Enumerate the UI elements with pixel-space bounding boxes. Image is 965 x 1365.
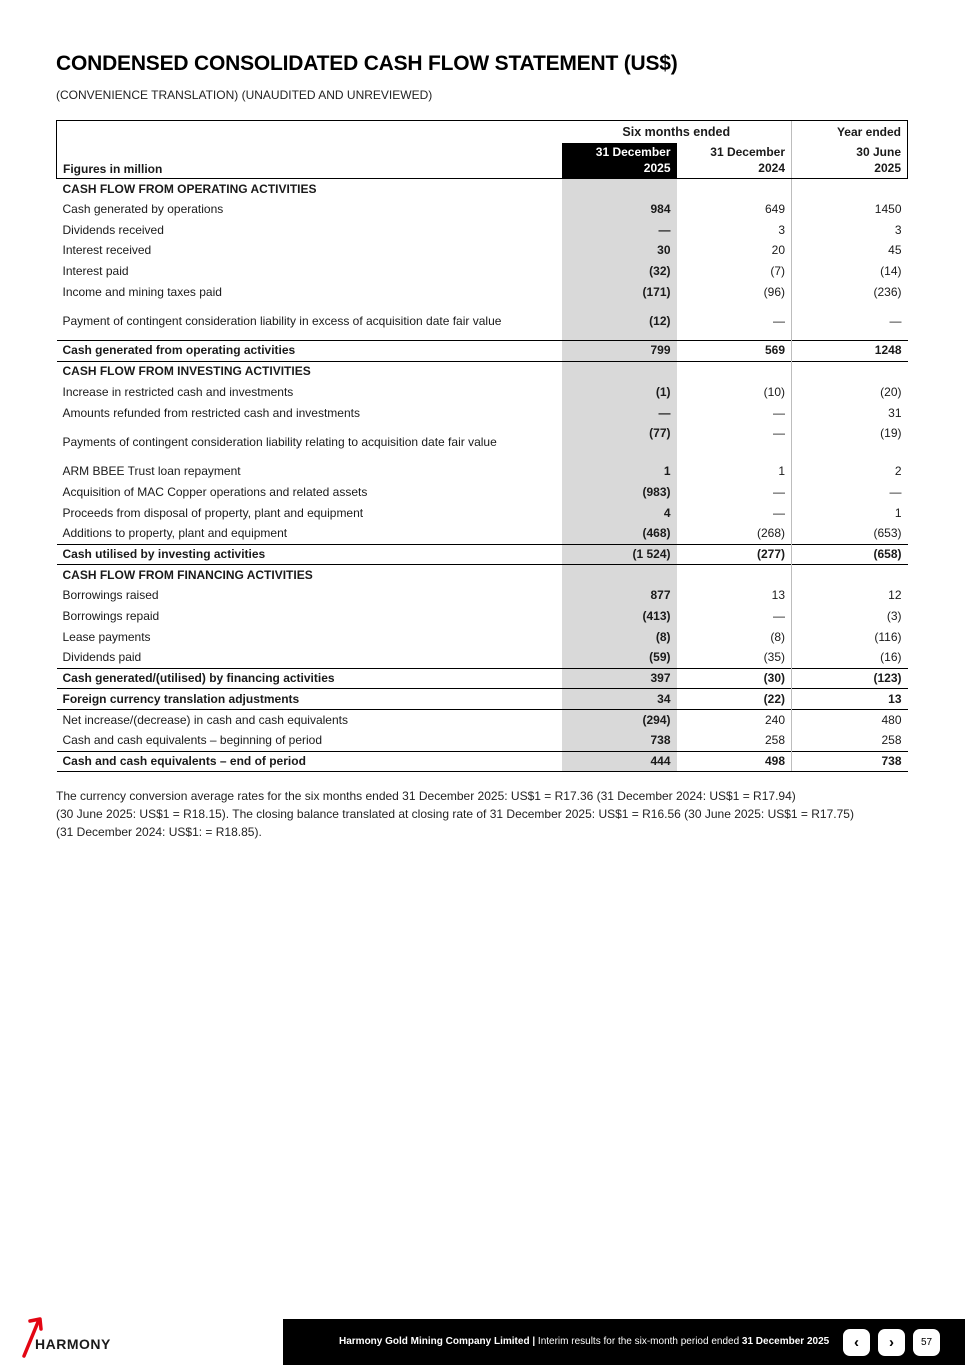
cell-dec-2025: (1) (562, 382, 677, 403)
cell-dec-2025: (1 524) (562, 544, 677, 565)
col-header-jun-2025-line2: 2025 (874, 161, 901, 175)
table-row (57, 482, 908, 503)
harmony-logo-icon (20, 1316, 160, 1358)
figures-label-header: Figures in million (57, 143, 562, 179)
page-title: CONDENSED CONSOLIDATED CASH FLOW STATEMENT (US$) (56, 52, 678, 75)
cell-dec-2025: 984 (562, 199, 677, 220)
row-label: Lease payments (62, 629, 151, 644)
cell-dec-2025: 34 (562, 689, 677, 710)
cell-dec-2024: (277) (677, 544, 792, 565)
cell-dec-2024: (8) (770, 629, 785, 644)
cell-dec-2025: (77) (562, 423, 677, 461)
logo-wordmark: HARMONY (35, 1336, 111, 1352)
table-row (57, 382, 908, 403)
cell-jun-2025 (792, 361, 908, 382)
cell-jun-2025: — (792, 482, 908, 503)
section-row-investing (57, 361, 908, 382)
cell-dec-2024: 498 (677, 751, 792, 772)
cell-jun-2025: (236) (792, 282, 908, 303)
cell-dec-2025: (171) (562, 282, 677, 303)
cell-jun-2025: (16) (792, 648, 908, 669)
cash-flow-table (56, 120, 908, 772)
conversion-rate-note (56, 787, 916, 841)
table-row (57, 461, 908, 482)
cell-dec-2025: — (562, 403, 677, 424)
table-row (57, 606, 908, 627)
row-label: Cash generated from operating activities (57, 341, 562, 362)
cell-dec-2024: (35) (763, 650, 785, 665)
cell-jun-2025: (123) (792, 668, 908, 689)
section-row-operating (57, 179, 908, 200)
row-label: Proceeds from disposal of property, plant and equipment (62, 505, 364, 520)
cell-dec-2025: (983) (562, 482, 677, 503)
row-label: Cash utilised by investing activities (57, 544, 562, 565)
cell-dec-2025: 4 (562, 503, 677, 524)
cell-dec-2025: — (562, 220, 677, 241)
page-number: 57 (913, 1329, 940, 1356)
cell-jun-2025: 12 (792, 586, 908, 607)
row-label: Dividends received (62, 222, 164, 237)
table-row (57, 503, 908, 524)
chevron-left-icon: ‹ (854, 1334, 859, 1351)
cell-dec-2024: (22) (677, 689, 792, 710)
subtotal-row-investing (57, 544, 908, 565)
cell-jun-2025: (3) (792, 606, 908, 627)
six-months-header: Six months ended (562, 121, 792, 143)
table-body (57, 179, 908, 772)
cell-dec-2025: 877 (562, 586, 677, 607)
cell-dec-2024: — (773, 484, 785, 499)
table-row (57, 261, 908, 282)
cell-dec-2024: (10) (763, 384, 785, 399)
row-label: Additions to property, plant and equipment (62, 526, 288, 541)
cell-dec-2024: 13 (771, 588, 785, 603)
chevron-right-icon: › (889, 1334, 894, 1351)
cell-dec-2025: (59) (562, 648, 677, 669)
cell-jun-2025: 13 (792, 689, 908, 710)
previous-page-button[interactable] (843, 1329, 870, 1356)
table-row (57, 241, 908, 262)
row-label: Cash generated/(utilised) by financing activities (57, 668, 562, 689)
cell-dec-2025: (32) (562, 261, 677, 282)
row-label: Increase in restricted cash and investments (62, 384, 294, 399)
cell-jun-2025: (653) (792, 523, 908, 544)
cell-jun-2025: (116) (792, 627, 908, 648)
note-line-3: (31 December 2024: US$1: = R18.85). (56, 825, 262, 839)
cell-dec-2024 (677, 565, 792, 586)
cell-dec-2025 (562, 565, 677, 586)
cell-dec-2025: (294) (562, 710, 677, 731)
cell-dec-2024: (96) (763, 284, 785, 299)
cell-dec-2025: 738 (562, 730, 677, 751)
col-header-jun-2025-line1: 30 June (856, 145, 901, 159)
cell-jun-2025: (19) (792, 423, 908, 461)
row-label: Cash and cash equivalents – end of period (57, 751, 562, 772)
cell-dec-2025 (562, 361, 677, 382)
row-label: Payments of contingent consideration liability relating to acquisition date fair value (62, 434, 497, 449)
cell-jun-2025: — (792, 303, 908, 341)
table-row (57, 523, 908, 544)
footer-divider: | (529, 1336, 538, 1347)
cell-jun-2025: 1248 (792, 341, 908, 362)
note-line-2: (30 June 2025: US$1 = R18.15). The closing balance translated at closing rate of 31 December 2025: US$1 = R16.56 (30 June 2025: US$1 = R17.75) (56, 807, 854, 821)
table-row (57, 303, 908, 341)
cell-dec-2024: 258 (764, 732, 785, 747)
col-header-dec-2025 (562, 143, 677, 179)
cell-dec-2024: — (773, 313, 785, 328)
table-row (57, 730, 908, 751)
cell-dec-2024: (268) (756, 526, 785, 541)
row-label: Acquisition of MAC Copper operations and related assets (62, 484, 368, 499)
cell-dec-2025 (562, 179, 677, 200)
cell-jun-2025: 2 (792, 461, 908, 482)
row-label: Borrowings raised (62, 588, 159, 603)
cell-dec-2025: 30 (562, 241, 677, 262)
cell-dec-2024: (7) (770, 264, 785, 279)
footer-bar (283, 1319, 965, 1365)
col-header-dec-2025-line2: 2025 (643, 161, 671, 175)
col-header-dec-2024-line2: 2024 (758, 161, 785, 175)
cell-jun-2025: 1450 (792, 199, 908, 220)
row-label: Dividends paid (62, 650, 142, 665)
table-row (57, 403, 908, 424)
cell-jun-2025 (792, 565, 908, 586)
cash-flow-table-container (56, 120, 907, 772)
row-label: CASH FLOW FROM OPERATING ACTIVITIES (62, 181, 317, 196)
row-label: Net increase/(decrease) in cash and cash equivalents (57, 710, 562, 731)
row-label: Payment of contingent consideration liability in excess of acquisition date fair value (62, 313, 502, 328)
col-header-dec-2024 (677, 143, 792, 179)
page-subtitle: (CONVENIENCE TRANSLATION) (UNAUDITED AND UNREVIEWED) (56, 88, 433, 102)
footer-text (339, 1336, 829, 1347)
table-row (57, 282, 908, 303)
footer-period: 31 December 2025 (741, 1336, 830, 1347)
table-row (57, 423, 908, 461)
section-row-financing (57, 565, 908, 586)
row-label: ARM BBEE Trust loan repayment (62, 464, 241, 479)
table-row (57, 648, 908, 669)
row-label: Foreign currency translation adjustments (57, 689, 562, 710)
cell-dec-2024: — (773, 505, 785, 520)
cell-jun-2025: 3 (792, 220, 908, 241)
cell-jun-2025: 31 (792, 403, 908, 424)
cell-jun-2025: 480 (792, 710, 908, 731)
cell-dec-2024: 649 (764, 202, 785, 217)
footer-description: Interim results for the six-month period ended (537, 1336, 742, 1347)
row-label: Cash and cash equivalents – beginning of period (62, 732, 323, 747)
col-header-jun-2025 (792, 143, 908, 179)
cell-jun-2025: (658) (792, 544, 908, 565)
row-label: CASH FLOW FROM FINANCING ACTIVITIES (57, 565, 562, 586)
subtotal-row-financing (57, 668, 908, 689)
cell-dec-2025: 799 (562, 341, 677, 362)
cell-jun-2025: 738 (792, 751, 908, 772)
cell-jun-2025: 1 (792, 503, 908, 524)
cell-dec-2024: 1 (778, 464, 785, 479)
cell-dec-2024: 20 (771, 243, 785, 258)
col-header-dec-2024-line1: 31 December (710, 145, 785, 159)
total-row-end-of-period (57, 751, 908, 772)
cell-dec-2025: (413) (562, 606, 677, 627)
cell-dec-2024: 3 (778, 222, 785, 237)
cell-dec-2025: 397 (562, 668, 677, 689)
next-page-button[interactable] (878, 1329, 905, 1356)
table-row (57, 220, 908, 241)
cell-jun-2025: 45 (792, 241, 908, 262)
cell-dec-2025: (12) (562, 303, 677, 341)
cell-dec-2024 (677, 179, 792, 200)
cell-dec-2024: — (773, 405, 785, 420)
table-row (57, 586, 908, 607)
footer-company: Harmony Gold Mining Company Limited (339, 1336, 530, 1347)
col-header-dec-2025-line1: 31 December (595, 145, 671, 159)
cell-dec-2024: — (773, 426, 785, 441)
cell-jun-2025: (14) (792, 261, 908, 282)
row-label: CASH FLOW FROM INVESTING ACTIVITIES (57, 361, 562, 382)
subtotal-row-operating (57, 341, 908, 362)
note-line-1: The currency conversion average rates for the six months ended 31 December 2025: US$1 = R17.36 (31 December 2024: US$1 = R17.94) (56, 789, 796, 803)
cell-dec-2024: 569 (677, 341, 792, 362)
year-ended-header: Year ended (792, 121, 908, 143)
row-label: Amounts refunded from restricted cash and investments (62, 405, 360, 420)
cell-dec-2024: 240 (677, 710, 792, 731)
cell-jun-2025: (20) (792, 382, 908, 403)
row-label: Borrowings repaid (62, 609, 160, 624)
table-row (57, 199, 908, 220)
table-row (57, 710, 908, 731)
row-label: Cash generated by operations (62, 202, 224, 217)
cell-dec-2024: (30) (677, 668, 792, 689)
row-label: Interest paid (62, 264, 129, 279)
row-label: Interest received (62, 243, 152, 258)
cell-dec-2025: (8) (562, 627, 677, 648)
row-label: Income and mining taxes paid (62, 284, 222, 299)
cell-dec-2024 (677, 361, 792, 382)
header-spacer (57, 121, 562, 143)
fx-adjustment-row (57, 689, 908, 710)
harmony-logo (20, 1316, 160, 1358)
cell-dec-2024: — (773, 609, 785, 624)
cell-jun-2025: 258 (792, 730, 908, 751)
cell-dec-2025: (468) (562, 523, 677, 544)
cell-dec-2025: 1 (562, 461, 677, 482)
table-row (57, 627, 908, 648)
cell-jun-2025 (792, 179, 908, 200)
cell-dec-2025: 444 (562, 751, 677, 772)
